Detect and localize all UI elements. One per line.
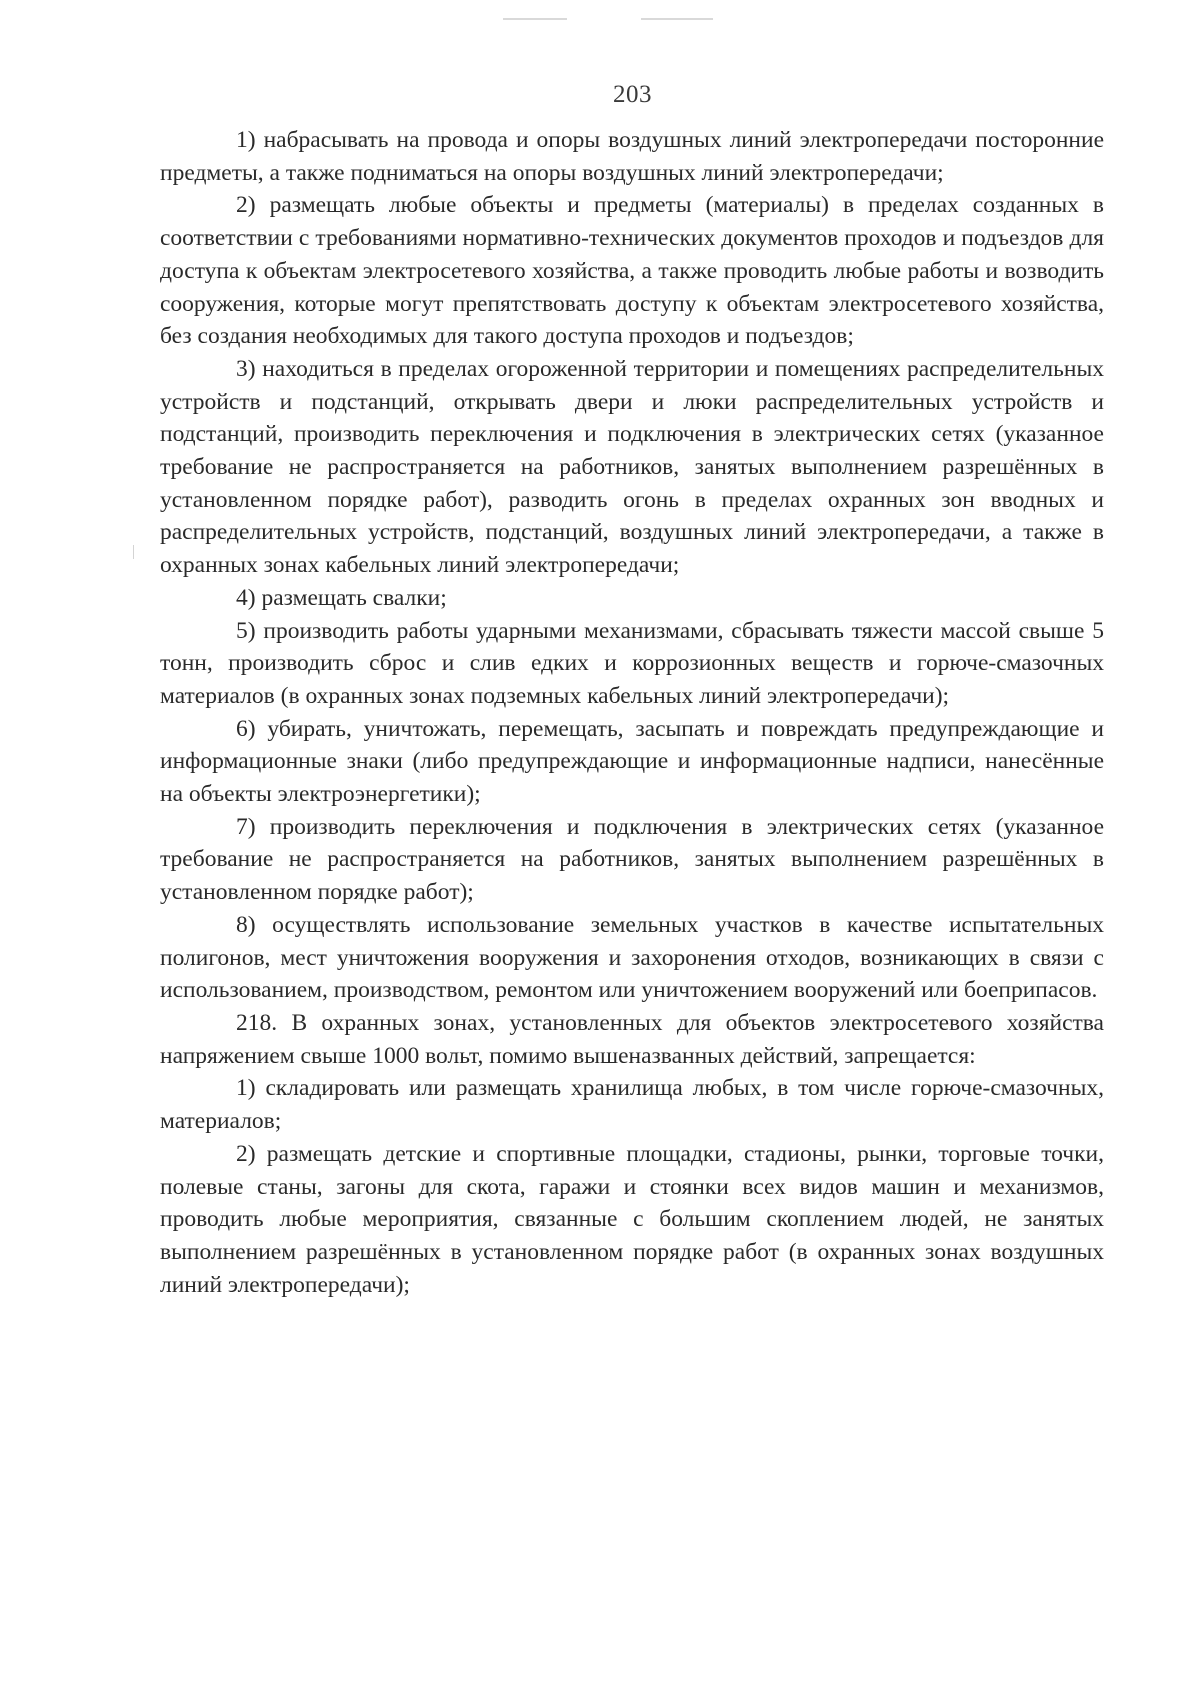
- paragraph-item-3: 3) находиться в пределах огороженной территории и помещениях распределительных устройств и подстанций, открывать двери и люки распределительных устройств и подстанций, производить переключения и подключения в электрических сетях (указанное требование не распространяется на работников, занятых выполнением разрешённых в установленном порядке работ), разводить огонь в пределах охранных зон вводных и распределительных устройств, подстанций, воздушных линий электропередачи, а также в охранных зонах кабельных линий электропередачи;: [160, 355, 1104, 579]
- paragraph-item-2: 2) размещать любые объекты и предметы (материалы) в пределах созданных в соответствии с требованиями нормативно-технических документов проходов и подъездов для доступа к объектам электросетевого хозяйства, а также проводить любые работы и возводить сооружения, которые могут препятствовать доступу к объектам электросетевого хозяйства, без создания необходимых для такого доступа проходов и подъездов;: [160, 192, 1104, 350]
- document-body: [160, 124, 1104, 1301]
- paragraph-item-7: 7) производить переключения и подключения в электрических сетях (указанное требование не распространяется на работников, занятых выполнением разрешённых в установленном порядке работ);: [160, 813, 1104, 906]
- paragraph-item-4: 4) размещать свалки;: [236, 584, 447, 611]
- paragraph-section-218: 218. В охранных зонах, установленных для объектов электросетевого хозяйства напряжением свыше 1000 вольт, помимо вышеназванных действий, запрещается:: [160, 1009, 1104, 1069]
- paragraph-218-item-1: 1) складировать или размещать хранилища любых, в том числе горюче-смазочных, материалов;: [160, 1075, 1104, 1135]
- paragraph-item-6: 6) убирать, уничтожать, перемещать, засыпать и повреждать предупреждающие и информационные знаки (либо предупреждающие и информационные надписи, нанесённые на объекты электроэнергетики);: [160, 715, 1104, 808]
- page-number: 203: [613, 81, 652, 108]
- scan-artifact-mark: [503, 18, 567, 20]
- scan-artifact-strip: [0, 14, 1200, 24]
- paragraph-item-8: 8) осуществлять использование земельных участков в качестве испытательных полигонов, мест уничтожения вооружения и захоронения отходов, возникающих в связи с использованием, производством, ремонтом или уничтожением вооружений или боеприпасов.: [160, 911, 1104, 1004]
- scan-artifact-edge: [133, 545, 134, 559]
- paragraph-item-5: 5) производить работы ударными механизмами, сбрасывать тяжести массой свыше 5 тонн, производить сброс и слив едких и коррозионных веществ и горюче-смазочных материалов (в охранных зонах подземных кабельных линий электропередачи);: [160, 617, 1104, 709]
- paragraph-item-1: 1) набрасывать на провода и опоры воздушных линий электропередачи посторонние предметы, а также подниматься на опоры воздушных линий электропередачи;: [160, 127, 1104, 186]
- paragraph-218-item-2: 2) размещать детские и спортивные площадки, стадионы, рынки, торговые точки, полевые станы, загоны для скота, гаражи и стоянки всех видов машин и механизмов, проводить любые мероприятия, связанные с большим скоплением людей, не занятых выполнением разрешённых в установленном порядке работ (в охранных зонах воздушных линий электропередачи);: [160, 1140, 1104, 1298]
- scan-artifact-mark: [641, 18, 713, 20]
